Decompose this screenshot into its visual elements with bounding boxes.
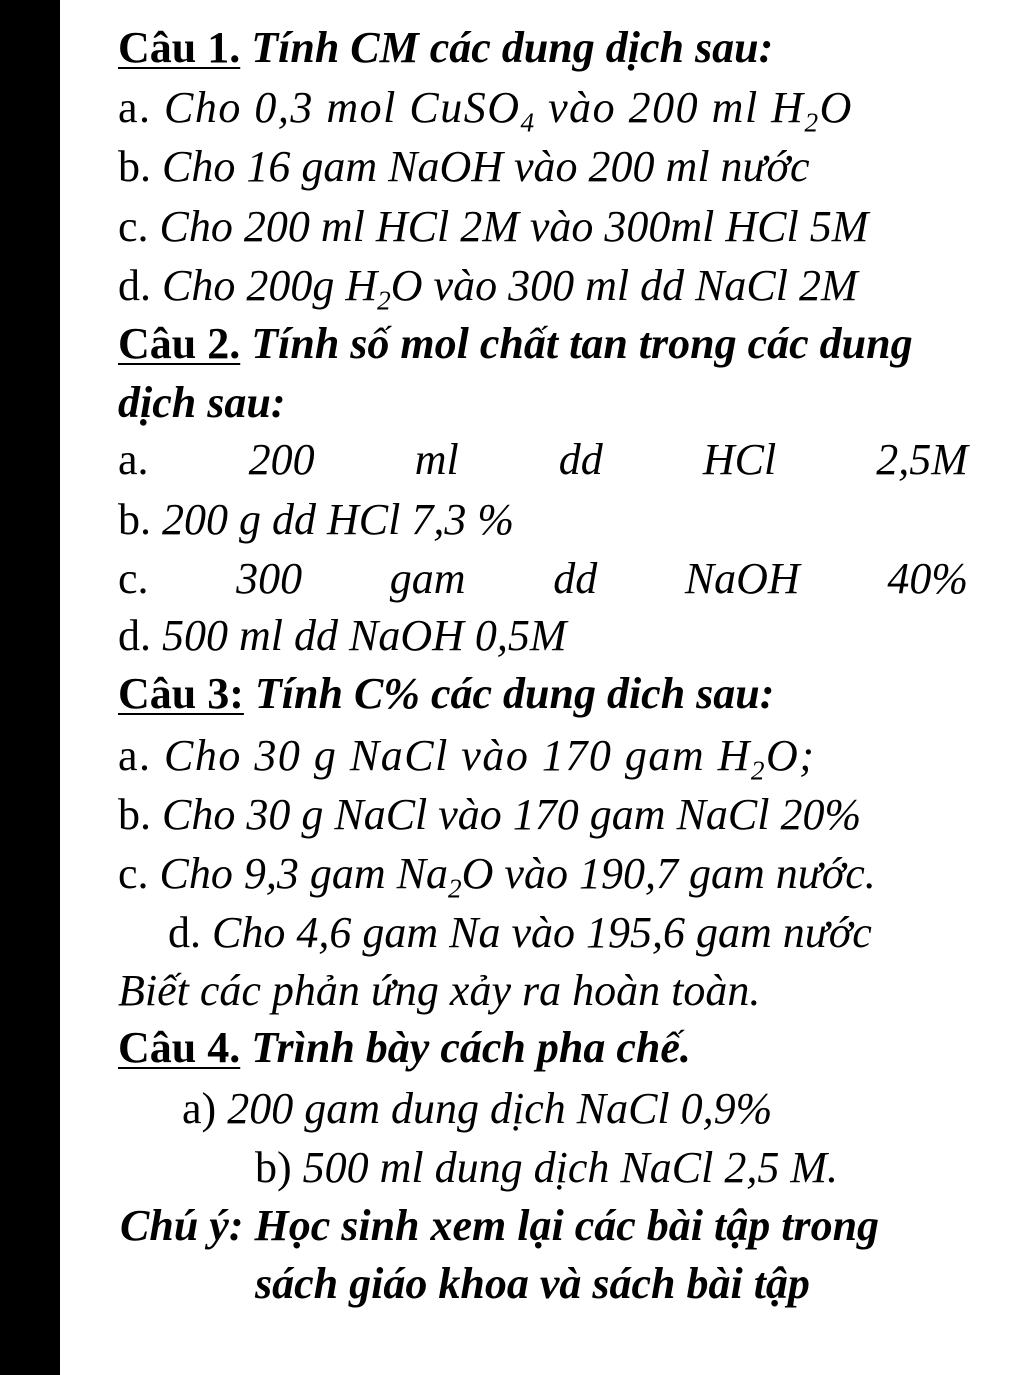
q3-label: Câu 3: [118, 669, 244, 718]
q3-item-d: d. Cho 4,6 gam Na vào 195,6 gam nước [168, 908, 872, 957]
q2-heading [118, 318, 913, 370]
q1-item-d: d. Cho 200g $H_2O$ vào 300 ml dd NaCl 2M [118, 261, 858, 316]
q2-heading-cont: dịch sau: [118, 378, 286, 427]
q4-label: Câu 4. [118, 1023, 241, 1072]
q4-title: Trình bày cách pha chế. [240, 1023, 691, 1072]
q4-item-a: a) 200 gam dung dịch NaCl 0,9% [182, 1084, 773, 1133]
q1-item-b: b. Cho 16 gam NaOH vào 200 ml nước [118, 142, 810, 191]
left-black-border [0, 0, 60, 1375]
q4-item-b: b) 500 ml dung dịch NaCl 2,5 M. [255, 1143, 838, 1192]
footer-note-line2: sách giáo khoa và sách bài tập [255, 1259, 810, 1308]
q2-item-b: b. 200 g dd HCl 7,3 % [118, 495, 514, 544]
q1-title: Tính CM các dung dịch sau: [240, 23, 774, 72]
q2-label: Câu 2. [118, 319, 241, 368]
q1-item-a: a. Cho 0,3 mol CuSO$_4$ vào 200 ml $H_2O$ [118, 83, 853, 138]
q3-title: Tính C% các dung dich sau: [243, 669, 775, 718]
q2-title: Tính số mol chất tan trong các dung [240, 319, 913, 368]
q2-item-a: a. 200 ml dd HCl 2,5M [118, 435, 968, 484]
q4-heading [118, 1022, 691, 1074]
q3-note: Biết các phản ứng xảy ra hoàn toàn. [118, 966, 761, 1015]
q3-item-a: a. Cho 30 g NaCl vào 170 gam $H_2O$; [118, 731, 816, 786]
q2-item-c: c. 300 gam dd NaOH 40% [118, 554, 968, 603]
q1-label: Câu 1. [118, 23, 241, 72]
q1-heading [118, 22, 773, 74]
q1-item-c: c. Cho 200 ml HCl 2M vào 300ml HCl 5M [118, 202, 869, 251]
footer-note-line1: Chú ý: Học sinh xem lại các bài tập trong [120, 1201, 880, 1250]
q2-item-d: d. 500 ml dd NaOH 0,5M [118, 611, 567, 660]
q1-a-lead: a. [118, 83, 152, 132]
q3-item-c: c. Cho 9,3 gam $Na_2O$ vào 190,7 gam nước. [118, 849, 876, 904]
q3-heading [118, 668, 774, 720]
q3-item-b: b. Cho 30 g NaCl vào 170 gam NaCl 20% [118, 790, 862, 839]
